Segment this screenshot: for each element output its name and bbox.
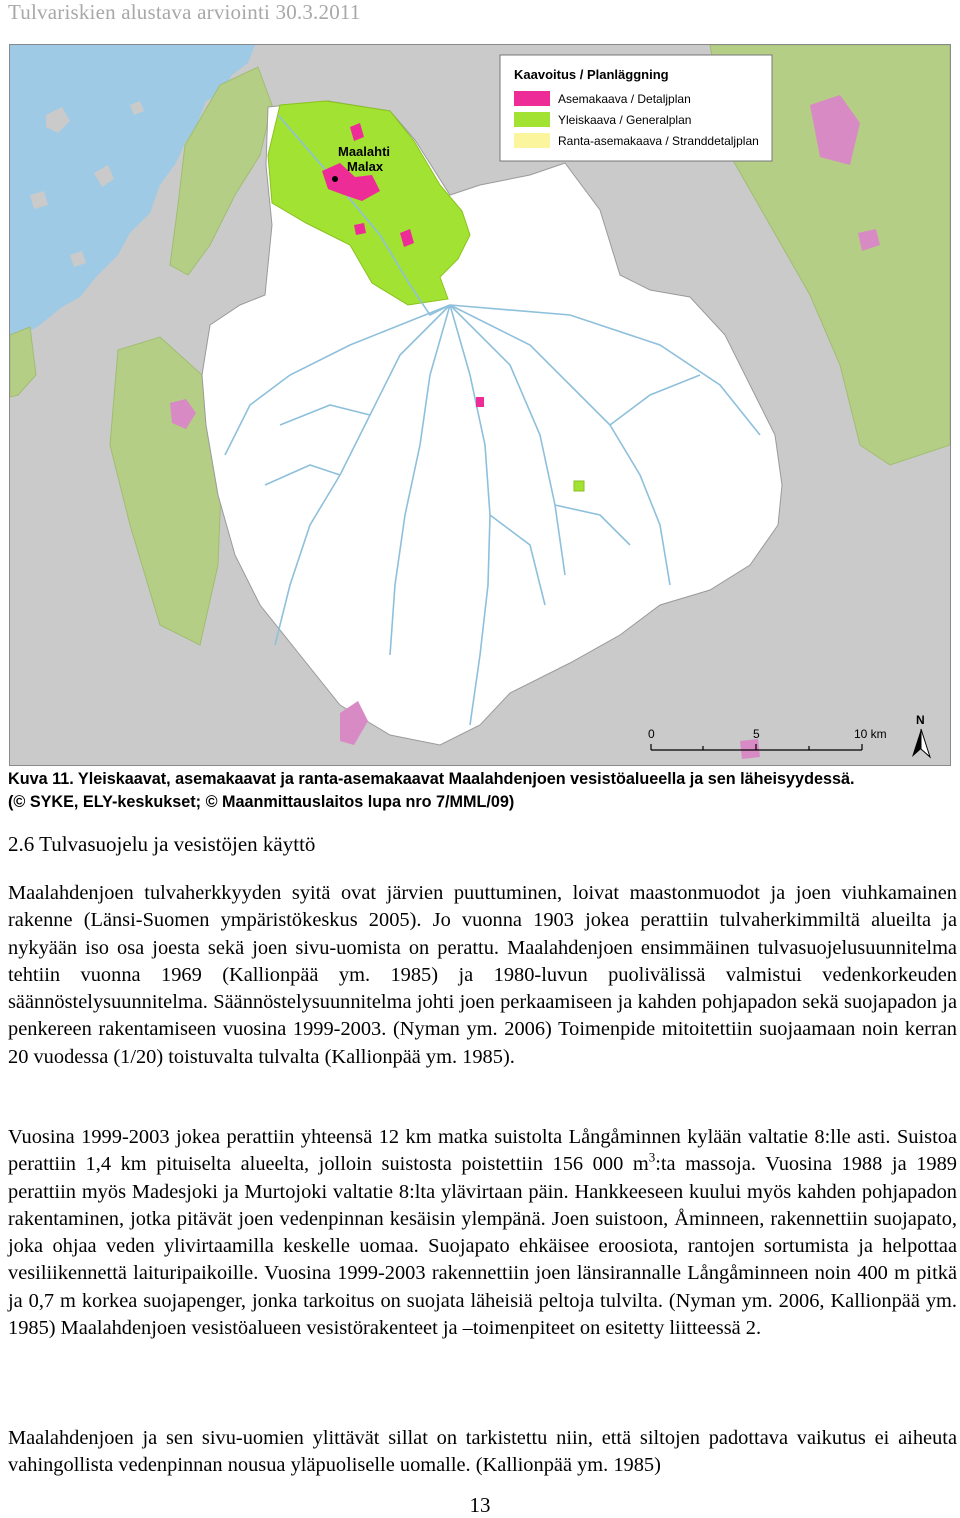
figure-caption-line2: (© SYKE, ELY-keskukset; © Maanmittauslaitos lupa nro 7/MML/09) [8, 793, 515, 811]
legend-swatch-general-plan [514, 112, 550, 127]
scale-tick-10: 10 km [854, 727, 887, 741]
running-header: Tulvariskien alustava arviointi 30.3.2011 [8, 0, 361, 24]
figure-caption [8, 768, 958, 814]
superscript-3: 3 [648, 1149, 656, 1165]
paragraph-2-part2: :ta massoja. Vuosina 1988 ja 1989 perattiin myös Madesjoki ja Murtojoki valtatie 8:lta ylävirtaan päin. Hankkeeseen kuului myös kahden pohjapadon rakentaminen, jotka pitävät joen vedenpinnan kesäisin ylempänä. Joen suistoon, Åminneen, rakennettiin suojapato, joka ohjaa veden ylivirtaamilla keskelle uomaa. Suojapato ehkäisee eroosiota, rantojen sortumista ja helpottaa vesiliikennettä laituripaikoille. Vuosina 1999-2003 rakennettiin joen länsirannalle Långåminneen noin 400 m pitkä ja 0,7 m korkea suojapenger, jonka tarkoitus on suojata läheisiä peltoja tulvilta. (Nyman ym. 2006, Kallionpää ym. 1985) Maalahdenjoen vesistöalueen vesistörakenteet ja –toimenpiteet on esitetty liitteessä 2. [8, 1153, 957, 1340]
scale-tick-5: 5 [753, 727, 760, 741]
shore-plan-patch [574, 481, 584, 491]
map-canvas [10, 45, 950, 765]
north-label: N [916, 713, 925, 727]
legend-label-detailed-plan: Asemakaava / Detaljplan [558, 92, 691, 106]
town-label-sv: Malax [347, 159, 384, 174]
legend-swatch-detailed-plan [514, 91, 550, 106]
scale-tick-0: 0 [648, 727, 655, 741]
legend-title: Kaavoitus / Planläggning [514, 67, 669, 82]
page-number: 13 [469, 1493, 491, 1517]
figure-caption-line1: Kuva 11. Yleiskaavat, asemakaavat ja ranta-asemakaavat Maalahdenjoen vesistöalueella ja sen läheisyydessä. [8, 770, 855, 788]
map-legend [500, 55, 772, 161]
section-heading: 2.6 Tulvasuojelu ja vesistöjen käyttö [8, 832, 316, 856]
town-marker-icon [332, 176, 338, 182]
paragraph-2-part1: Vuosina 1999-2003 jokea perattiin yhteensä 12 km matka suistolta Långåminnen kylään valtatie 8:lle asti. Suistoa perattiin 1,4 km pituiselta alueelta, jolloin suistosta poistettiin 156 000 m [8, 1126, 957, 1176]
paragraph-1: Maalahdenjoen tulvaherkkyyden syitä ovat järvien puuttuminen, loivat maastonmuodot ja joen viuhkamainen rakenne (Länsi-Suomen ympäristökeskus 2005). Jo vuonna 1903 jokea perattiin tulvaherkimmiltä alueilta ja nykyään iso osa joesta sekä joen sivu-uomista on perattu. Maalahdenjoen ensimmäinen tulvasuojelusuunnitelma tehtiin vuonna 1969 (Kallionpää ym. 1985) ja 1980-luvun puolivälissä valmistui vedenkorkeuden säännöstelysuunnitelma. Säännöstelysuunnitelma johti joen perkaamiseen ja kahden pohjapadon sekä suojapadon ja penkereen rakentamiseen vuosina 1999-2003. (Nyman ym. 2006) Toimenpide mitoitettiin suojaamaan noin kerran 20 vuodessa (1/20) toistuvalta tulvalta (Kallionpää ym. 1985). [8, 882, 957, 1068]
town-label-fi: Maalahti [338, 144, 391, 159]
legend-label-shore-plan: Ranta-asemakaava / Stranddetaljplan [558, 134, 759, 148]
paragraph-2 [8, 1124, 957, 1342]
legend-label-general-plan: Yleiskaava / Generalplan [558, 113, 692, 127]
paragraph-3: Maalahdenjoen ja sen sivu-uomien ylittävät sillat on tarkistettu niin, että siltojen padottava vaikutus ei aiheuta vahingollista vedenpinnan nousua yläpuoliselle uomalle. (Kallionpää ym. 1985) [8, 1427, 957, 1477]
planning-map-figure [9, 44, 951, 766]
legend-swatch-shore-plan [514, 133, 550, 148]
